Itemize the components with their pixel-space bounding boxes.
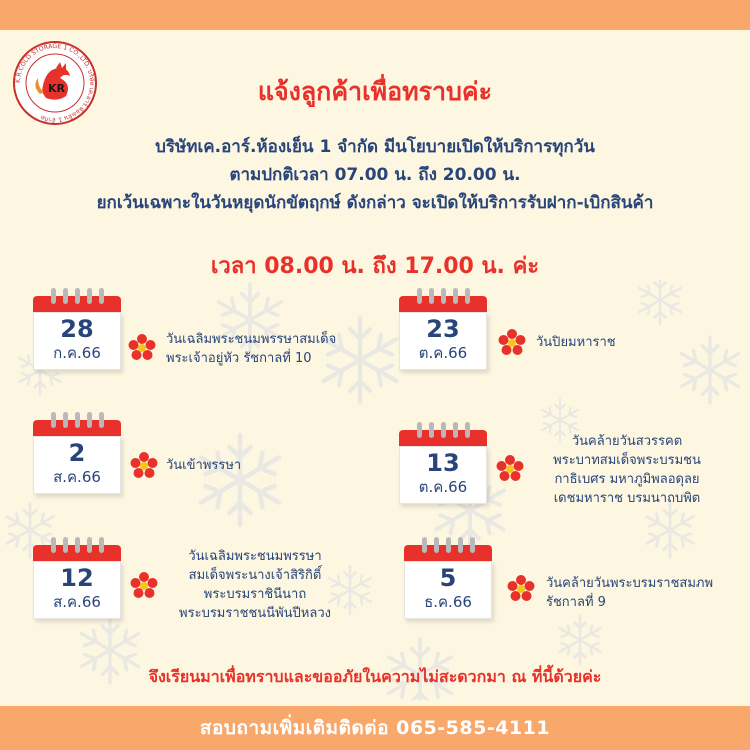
holiday-day: 2 [68,439,86,467]
snowflake-icon [201,435,279,525]
holiday-hours: เวลา 08.00 น. ถึง 17.00 น. ค่ะ [210,254,540,279]
calendar-icon [399,420,487,496]
calendar-icon [33,410,121,486]
logo-ring-text: K.R.COLD STORAGE 1 CO.,LTD. บริษัท เค.อาร์.ห้องเย็น 1 จำกัด [14,42,96,124]
holiday-description [536,333,616,352]
holiday-description [160,547,350,623]
holiday-description [166,330,336,368]
holiday-day: 13 [426,449,460,477]
holiday-desc-line: วันเฉลิมพระชนมพรรษา [188,549,322,564]
calendar-icon [33,535,121,611]
holiday-desc-line: เดชมหาราช บรมนาถบพิต [553,491,701,506]
holiday-desc-line: พระบรมราชินีนาถ [203,587,307,602]
holiday-month: ธ.ค.66 [424,593,472,611]
intro-text [0,133,750,217]
holiday-month: ต.ค.66 [418,344,468,362]
holiday-desc-line: วันปิยมหาราช [536,335,616,350]
holiday-desc-line: กาธิเบศร มหาภูมิพลอดุลย [554,472,700,487]
contact-text: สอบถามเพิ่มเติมติดต่อ 065-585-4111 [199,717,551,739]
flower-bullet-icon [130,572,158,600]
holiday-day: 28 [60,315,94,343]
snowflake-icon [647,503,694,557]
contact-footer [0,706,750,750]
logo-monogram: KR [48,82,65,95]
flower-bullet-icon [507,575,535,603]
snowflake-icon [681,337,738,403]
top-accent-bar [0,0,750,30]
holiday-month: ส.ค.66 [53,593,101,611]
snowflake-icon [639,280,681,324]
intro-line: ยกเว้นเฉพาะในวันหยุดนักขัตฤกษ์ ดังกล่าว จะเปิดให้บริการรับฝาก-เบิกสินค้า [96,193,654,213]
holiday-desc-line: พระบรมราชชนนีพันปีหลวง [179,606,331,621]
holiday-desc-line: วันเฉลิมพระชนมพรรษาสมเด็จ [166,332,337,347]
flower-bullet-icon [498,329,526,357]
holiday-day: 5 [439,564,457,592]
intro-line: บริษัทเค.อาร์.ห้องเย็น 1 จำกัด มีนโยบายเปิดให้บริการทุกวัน [155,137,595,157]
holiday-month: ก.ค.66 [53,344,101,362]
closing-statement: จึงเรียนมาเพื่อทราบและขออภัยในความไม่สะดวกมา ณ ที่นี้ด้วยค่ะ [148,667,602,686]
calendar-icon [399,286,487,362]
intro-line: ตามปกติเวลา 07.00 น. ถึง 20.00 น. [229,165,521,185]
holiday-desc-line: รัชกาลที่ 9 [546,595,606,610]
page-title: แจ้งลูกค้าเพื่อทราบค่ะ [257,77,493,106]
flower-bullet-icon [130,452,158,480]
holiday-desc-line: วันเข้าพรรษา [166,458,242,473]
holiday-desc-line: สมเด็จพระนางเจ้าสิริกิติ์ [188,568,322,583]
holiday-desc-line: พระบาทสมเด็จพระบรมชน [553,453,701,468]
holiday-day: 12 [60,564,94,592]
snowflake-icon [559,616,601,664]
holiday-desc-line: พระเจ้าอยู่หัว รัชกาลที่ 10 [166,351,312,366]
holiday-desc-line: วันคล้ายวันสวรรคต [571,434,683,449]
holiday-description [166,456,241,475]
calendar-icon [33,286,121,362]
holiday-description [546,574,713,612]
calendar-icon [404,535,492,611]
holiday-day: 23 [426,315,460,343]
flower-bullet-icon [496,455,524,483]
holiday-description [532,432,722,508]
holiday-month: ต.ค.66 [418,478,468,496]
holiday-month: ส.ค.66 [53,468,101,486]
flower-bullet-icon [128,334,156,362]
holiday-desc-line: วันคล้ายวันพระบรมราชสมภพ [546,576,714,591]
